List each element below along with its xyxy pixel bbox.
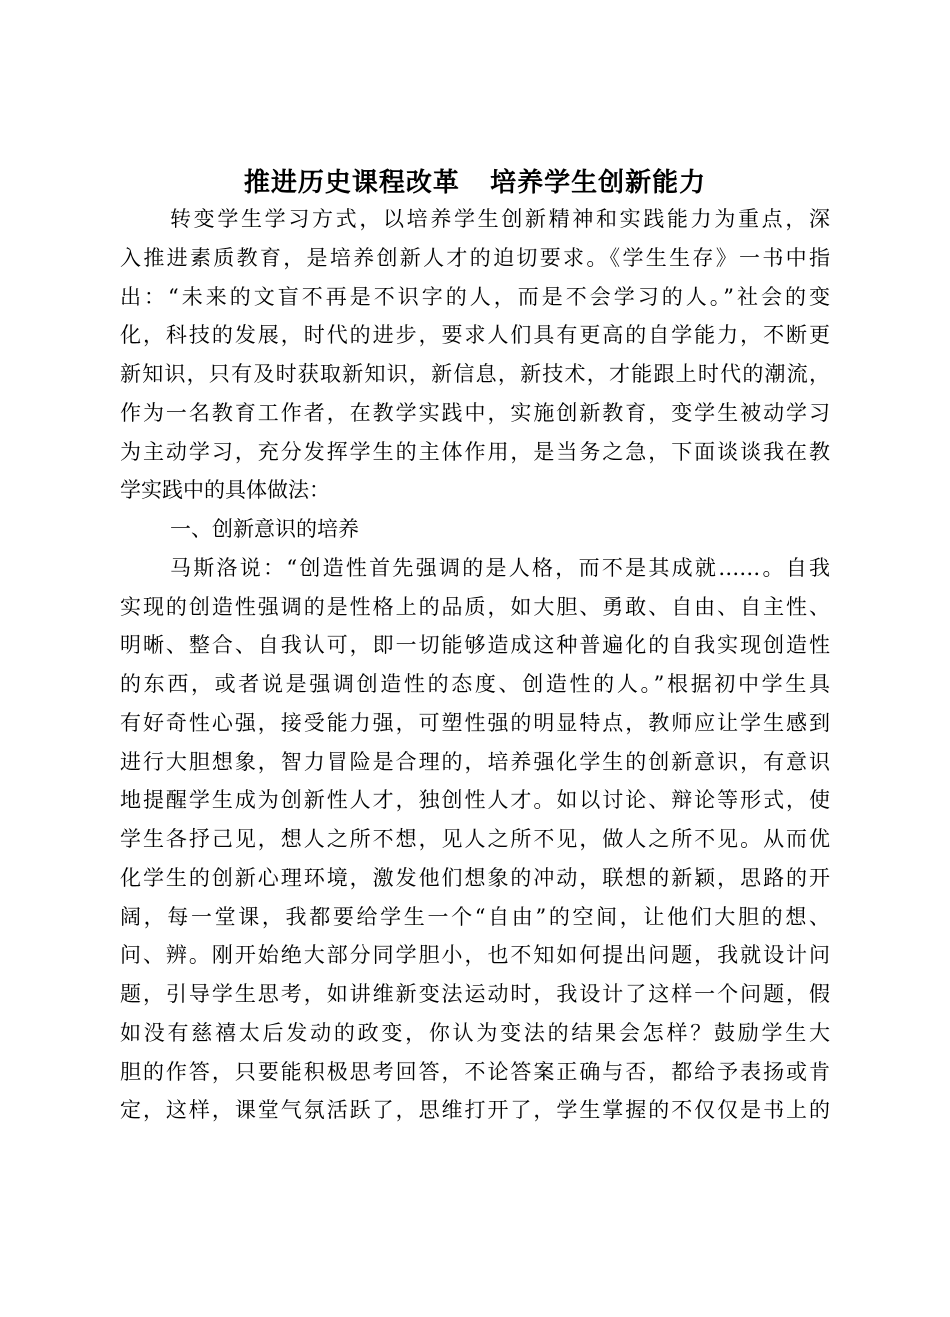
section-heading: 一、创新意识的培养 xyxy=(170,517,359,541)
paragraph-line: 化学生的创新心理环境，激发他们想象的冲动，联想的新颖，思路的开 xyxy=(120,865,830,890)
paragraph-line: 如没有慈禧太后发动的政变，你认为变法的结果会怎样？鼓励学生大 xyxy=(120,1020,830,1045)
paragraph-line: 的东西，或者说是强调创造性的态度、创造性的人。”根据初中学生具 xyxy=(120,672,830,696)
paragraph-line: 入推进素质教育，是培养创新人才的迫切要求。《学生生存》一书中指 xyxy=(120,245,830,270)
paragraph-line: 进行大胆想象，智力冒险是合理的，培养强化学生的创新意识，有意识 xyxy=(120,749,830,774)
paragraph-line: 出：“未来的文盲不再是不识字的人，而是不会学习的人。”社会的变 xyxy=(120,284,830,309)
paragraph-line: 马斯洛说：“创造性首先强调的是人格，而不是其成就……。自我 xyxy=(170,555,830,580)
paragraph-line: 化，科技的发展，时代的进步，要求人们具有更高的自学能力，不断更 xyxy=(120,323,830,348)
paragraph-line: 学实践中的具体做法： xyxy=(120,478,330,503)
paragraph-line: 地提醒学生成为创新性人才，独创性人才。如以讨论、辩论等形式，使 xyxy=(120,788,830,813)
paragraph-line: 为主动学习，充分发挥学生的主体作用，是当务之急，下面谈谈我在教 xyxy=(120,439,830,464)
paragraph-line: 实现的创造性强调的是性格上的品质，如大胆、勇敢、自由、自主性、 xyxy=(120,594,830,619)
paragraph-line: 胆的作答，只要能积极思考回答，不论答案正确与否，都给予表扬或肯 xyxy=(120,1059,830,1084)
paragraph-line: 有好奇性心强，接受能力强，可塑性强的明显特点，教师应让学生感到 xyxy=(120,710,830,735)
paragraph-line: 问、辨。刚开始绝大部分同学胆小，也不知如何提出问题，我就设计问 xyxy=(120,943,830,968)
paragraph-line: 学生各抒己见，想人之所不想，见人之所不见，做人之所不见。从而优 xyxy=(120,827,830,851)
paragraph-line: 阔，每一堂课，我都要给学生一个“自由”的空间，让他们大胆的想、 xyxy=(120,904,830,929)
paragraph-line: 明晰、整合、自我认可，即一切能够造成这种普遍化的自我实现创造性 xyxy=(120,633,830,658)
document-body xyxy=(120,200,830,1130)
paragraph-line: 作为一名教育工作者，在教学实践中，实施创新教育，变学生被动学习 xyxy=(120,400,830,425)
document-title: 推进历史课程改革 培养学生创新能力 xyxy=(243,168,707,198)
paragraph-line: 定，这样，课堂气氛活跃了，思维打开了，学生掌握的不仅仅是书上的 xyxy=(120,1098,830,1123)
paragraph-line: 转变学生学习方式，以培养学生创新精神和实践能力为重点，深 xyxy=(170,207,830,231)
paragraph-line: 新知识，只有及时获取新知识，新信息，新技术，才能跟上时代的潮流， xyxy=(120,362,830,386)
paragraph-line: 题，引导学生思考，如讲维新变法运动时，我设计了这样一个问题，假 xyxy=(120,982,830,1006)
